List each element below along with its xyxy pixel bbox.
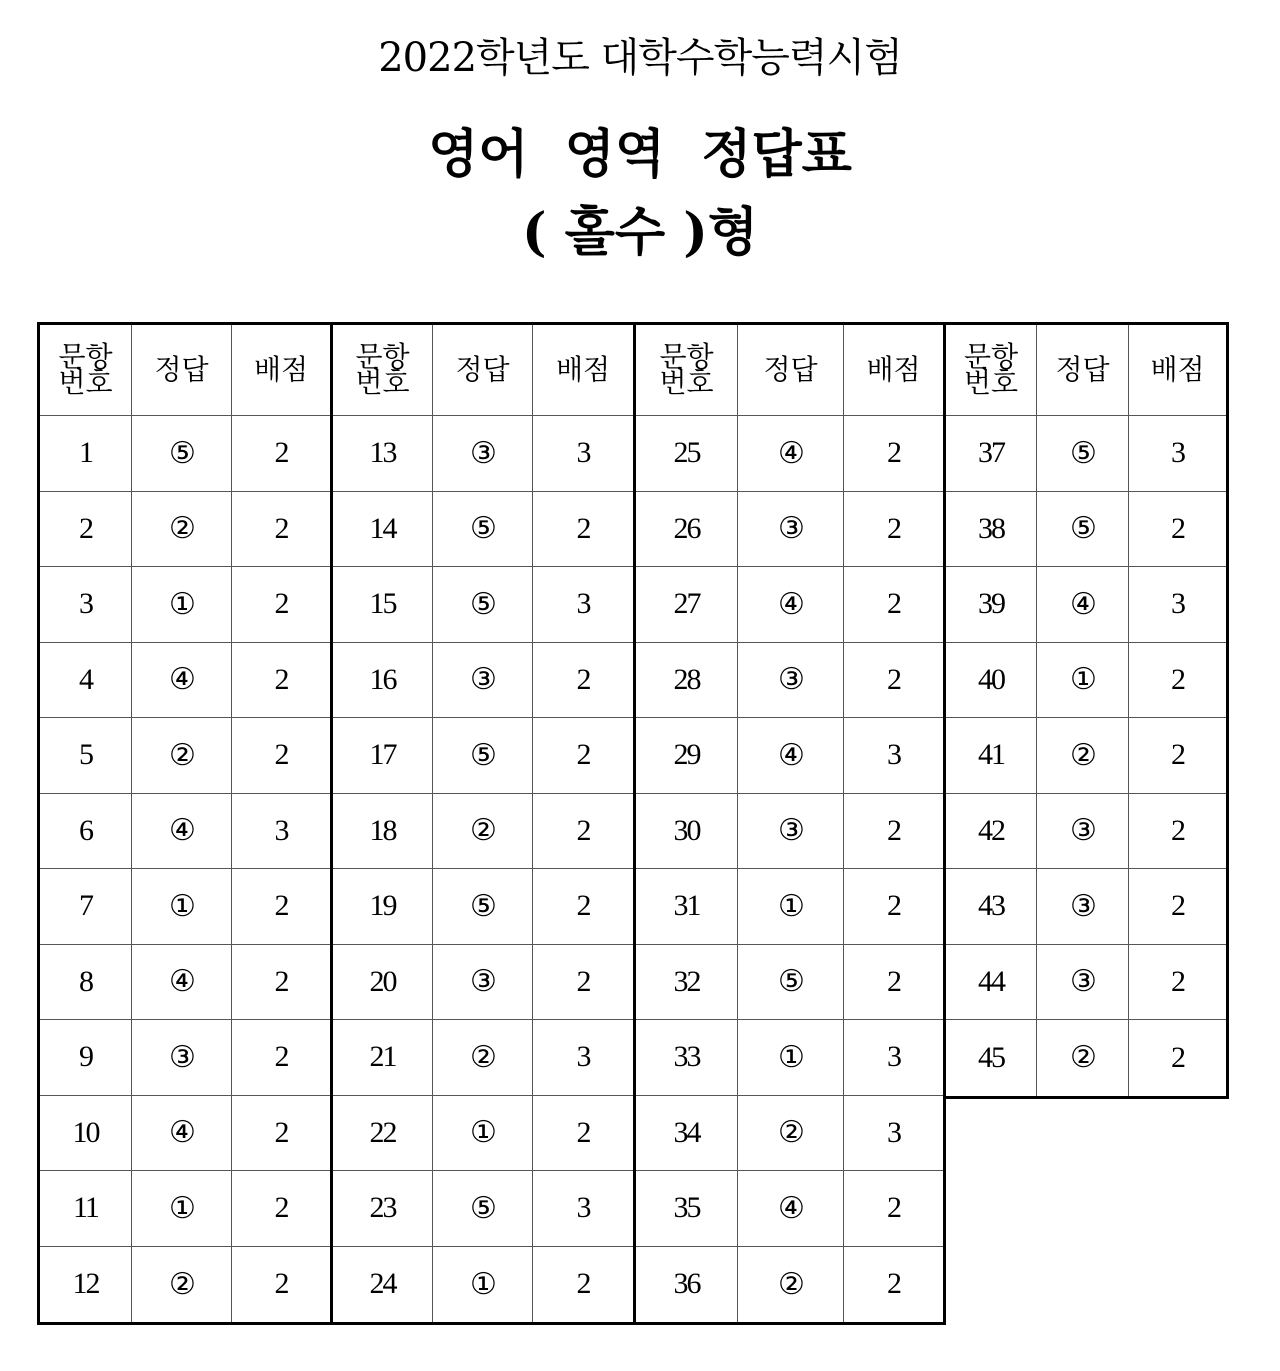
question-number-cell: 6 [40,794,132,870]
points-cell: 2 [232,643,330,719]
header-question-number: 문항 번호 [333,325,433,416]
answer-cell: ⑤ [1037,416,1129,492]
points-cell: 2 [844,567,943,643]
question-number-cell: 36 [636,1247,738,1323]
points-cell: 2 [844,492,943,568]
answer-cell: ⑤ [433,492,533,568]
answer-grid [946,325,1226,1096]
header-answer: 정답 [132,325,232,416]
answer-cell: ① [433,1096,533,1172]
answer-block-2 [330,322,636,1325]
question-number-cell: 8 [40,945,132,1021]
question-number-cell: 33 [636,1020,738,1096]
question-number-cell: 20 [333,945,433,1021]
answer-cell: ④ [132,945,232,1021]
points-cell: 2 [533,794,633,870]
answer-cell: ⑤ [433,869,533,945]
header-answer: 정답 [738,325,844,416]
points-cell: 2 [533,869,633,945]
answer-cell: ② [132,492,232,568]
question-number-cell: 37 [946,416,1037,492]
answer-cell: ③ [132,1020,232,1096]
answer-cell: ② [738,1096,844,1172]
subject-title: 영어 영역 정답표 [428,124,852,185]
answer-cell: ④ [738,718,844,794]
question-number-cell: 5 [40,718,132,794]
answer-cell: ② [433,1020,533,1096]
answer-cell: ⑤ [1037,492,1129,568]
answer-cell: ④ [132,1096,232,1172]
question-number-cell: 17 [333,718,433,794]
question-number-cell: 45 [946,1020,1037,1096]
question-number-cell: 43 [946,869,1037,945]
points-cell: 2 [533,643,633,719]
header-points: 배점 [844,325,943,416]
answer-cell: ③ [1037,869,1129,945]
question-number-cell: 15 [333,567,433,643]
answer-cell: ① [433,1247,533,1323]
question-number-cell: 25 [636,416,738,492]
points-cell: 2 [232,1096,330,1172]
question-number-cell: 26 [636,492,738,568]
points-cell: 2 [533,945,633,1021]
points-cell: 2 [844,1171,943,1247]
points-cell: 3 [1129,567,1226,643]
header-question-number: 문항 번호 [636,325,738,416]
question-number-cell: 32 [636,945,738,1021]
points-cell: 2 [844,945,943,1021]
header-question-number: 문항 번호 [946,325,1037,416]
answer-cell: ⑤ [738,945,844,1021]
answer-cell: ④ [738,567,844,643]
question-number-cell: 35 [636,1171,738,1247]
points-cell: 2 [1129,869,1226,945]
points-cell: 2 [232,945,330,1021]
question-number-cell: 38 [946,492,1037,568]
answer-cell: ④ [132,794,232,870]
answer-cell: ② [132,718,232,794]
question-number-cell: 16 [333,643,433,719]
answer-cell: ① [738,1020,844,1096]
header-points: 배점 [1129,325,1226,416]
answer-cell: ② [738,1247,844,1323]
question-number-cell: 30 [636,794,738,870]
answer-block-4 [943,322,1229,1099]
exam-title: 2022학년도 대학수학능력시험 [378,35,902,81]
points-cell: 3 [533,1020,633,1096]
answer-cell: ① [132,567,232,643]
answer-block-3 [633,322,946,1325]
header-question-number: 문항 번호 [40,325,132,416]
answer-grid [636,325,943,1322]
answer-block-1 [37,322,333,1325]
answer-cell: ③ [433,643,533,719]
points-cell: 2 [844,794,943,870]
points-cell: 2 [533,1096,633,1172]
question-number-cell: 31 [636,869,738,945]
question-number-cell: 18 [333,794,433,870]
answer-cell: ④ [132,643,232,719]
points-cell: 2 [844,416,943,492]
question-number-cell: 23 [333,1171,433,1247]
answer-cell: ① [1037,643,1129,719]
question-number-cell: 44 [946,945,1037,1021]
question-number-cell: 40 [946,643,1037,719]
points-cell: 3 [533,416,633,492]
points-cell: 2 [232,869,330,945]
answer-cell: ② [1037,1020,1129,1096]
points-cell: 3 [844,718,943,794]
header-points: 배점 [232,325,330,416]
answer-cell: ⑤ [433,567,533,643]
question-number-cell: 21 [333,1020,433,1096]
points-cell: 2 [576,1267,590,1301]
points-cell: 3 [232,794,330,870]
answer-cell: ④ [738,1171,844,1247]
answer-cell: ③ [433,416,533,492]
points-cell: 2 [844,643,943,719]
answer-cell: ③ [1037,794,1129,870]
answer-cell: ④ [738,416,844,492]
question-number-cell: 19 [333,869,433,945]
answer-cell: ④ [1037,567,1129,643]
question-number-cell: 4 [40,643,132,719]
points-cell: 3 [844,1020,943,1096]
question-number-cell: 3 [40,567,132,643]
points-cell: 2 [232,1171,330,1247]
points-cell: 3 [533,1171,633,1247]
points-cell: 2 [1129,945,1226,1021]
answer-cell: ② [433,794,533,870]
points-cell: 2 [887,1267,900,1301]
answer-grid [40,325,330,1322]
question-number-cell: 27 [636,567,738,643]
answer-cell: ① [132,869,232,945]
answer-cell: ② [132,1247,232,1323]
answer-cell: ② [1037,718,1129,794]
question-number-cell: 42 [946,794,1037,870]
points-cell: 2 [1171,1040,1184,1074]
answer-cell: ⑤ [433,718,533,794]
answer-cell: ⑤ [132,416,232,492]
answer-cell: ① [738,869,844,945]
question-number-cell: 9 [40,1020,132,1096]
question-number-cell: 22 [333,1096,433,1172]
points-cell: 3 [844,1096,943,1172]
answer-cell: ③ [433,945,533,1021]
points-cell: 2 [533,492,633,568]
header-points: 배점 [533,325,633,416]
points-cell: 2 [232,567,330,643]
points-cell: 2 [1129,794,1226,870]
exam-type: ( 홀수 )형 [521,202,759,263]
points-cell: 2 [232,718,330,794]
points-cell: 2 [1129,643,1226,719]
header-answer: 정답 [433,325,533,416]
answer-cell: ③ [738,643,844,719]
question-number-cell: 11 [40,1171,132,1247]
question-number-cell: 14 [333,492,433,568]
points-cell: 2 [1129,492,1226,568]
question-number-cell: 34 [636,1096,738,1172]
answer-grid [333,325,633,1322]
question-number-cell: 41 [946,718,1037,794]
points-cell: 3 [1129,416,1226,492]
question-number-cell: 28 [636,643,738,719]
question-number-cell: 7 [40,869,132,945]
points-cell: 2 [533,718,633,794]
question-number-cell: 39 [946,567,1037,643]
points-cell: 3 [533,567,633,643]
answer-cell: ③ [1037,945,1129,1021]
question-number-cell: 2 [40,492,132,568]
answer-cell: ① [132,1171,232,1247]
points-cell: 2 [1129,718,1226,794]
points-cell: 2 [232,492,330,568]
answer-cell: ③ [738,794,844,870]
points-cell: 2 [274,1267,288,1301]
points-cell: 2 [844,869,943,945]
question-number-cell: 24 [333,1247,433,1323]
answer-cell: ⑤ [433,1171,533,1247]
answer-cell: ③ [738,492,844,568]
question-number-cell: 13 [333,416,433,492]
question-number-cell: 10 [40,1096,132,1172]
question-number-cell: 12 [40,1247,132,1323]
points-cell: 2 [232,416,330,492]
points-cell: 2 [232,1020,330,1096]
question-number-cell: 29 [636,718,738,794]
question-number-cell: 1 [40,416,132,492]
header-answer: 정답 [1037,325,1129,416]
